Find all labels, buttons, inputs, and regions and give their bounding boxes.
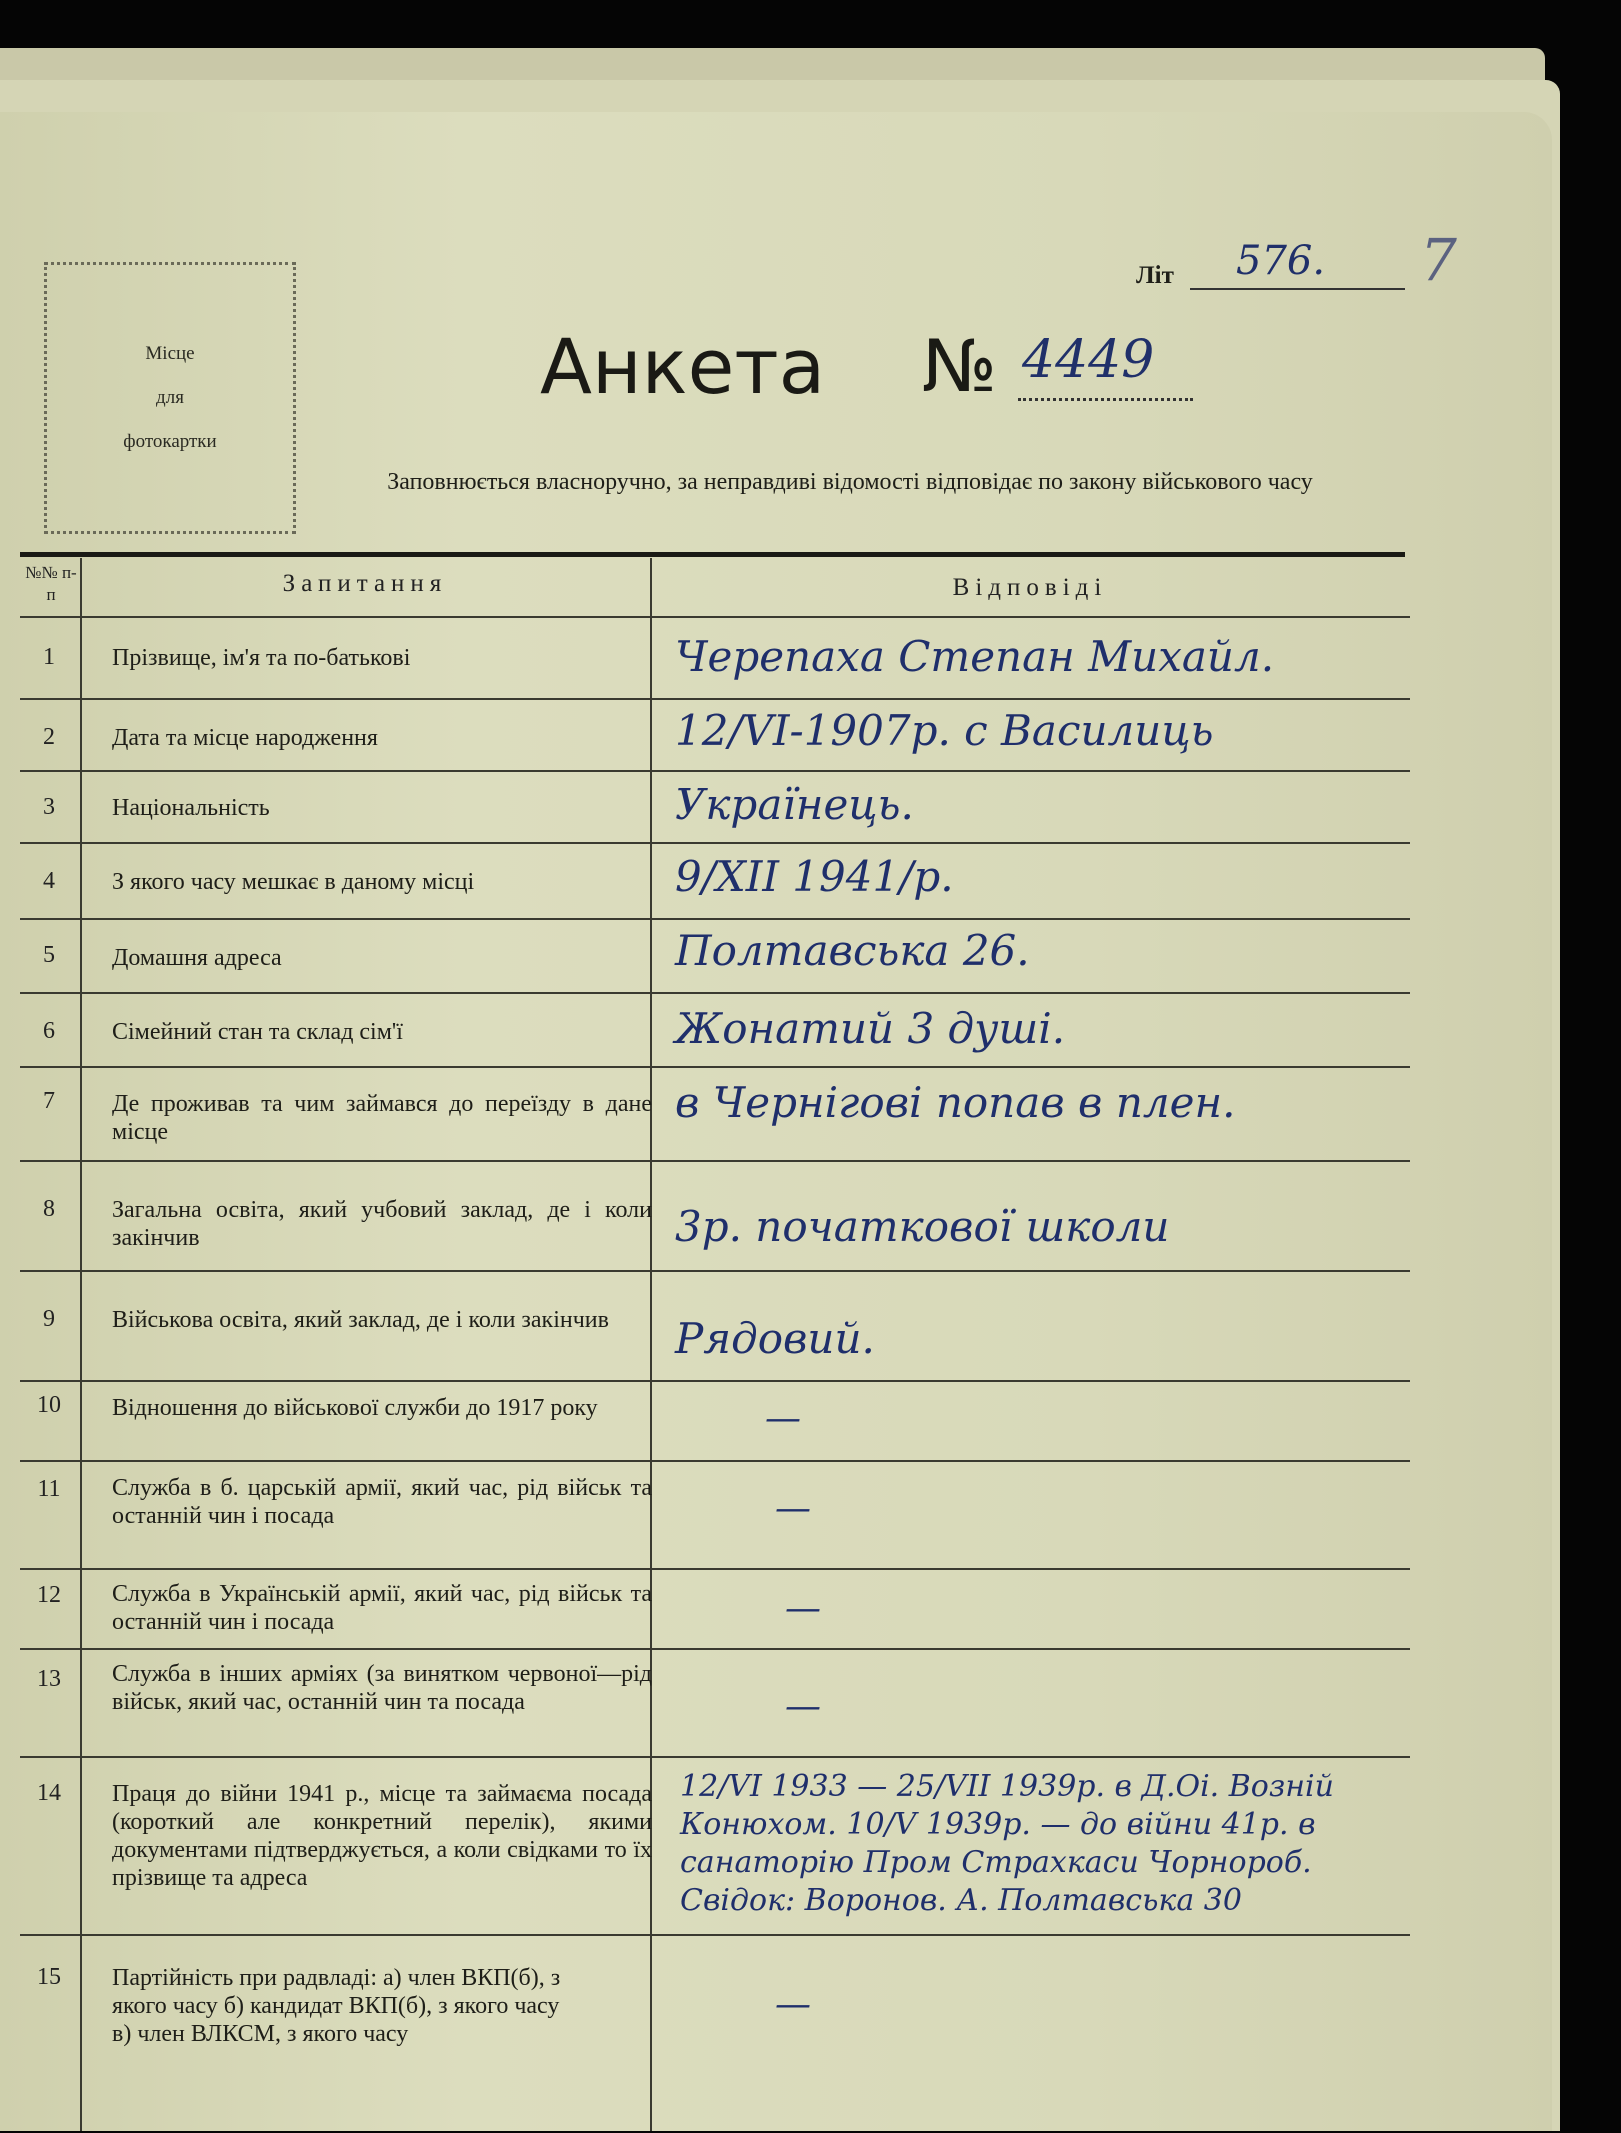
row-question: Служба в Українській армії, який час, рід військ та останній чин і посада <box>112 1581 652 1635</box>
row-question: Партійність при радвладі: а) член ВКП(б), з якого часу б) кандидат ВКП(б), з якого часу в) член ВЛКСМ, з якого часу <box>112 1965 561 2047</box>
row-answer[interactable]: в Чернігові попав в плен. <box>675 1078 1236 1127</box>
page-title: Анкета <box>540 322 826 411</box>
table-row <box>20 1648 1410 1758</box>
photo-placeholder <box>44 262 296 534</box>
row-answer[interactable]: Черепаха Степан Михайл. <box>675 632 1275 681</box>
row-answer[interactable]: 12/VI-1907р. с Василиць <box>675 706 1214 755</box>
row-answer[interactable]: 3р. початкової школи <box>675 1202 1170 1251</box>
row-answer[interactable]: — <box>775 1984 811 2025</box>
row-answer[interactable]: Рядовий. <box>675 1314 875 1363</box>
table-row <box>20 1460 1410 1570</box>
row-number: 5 <box>43 942 55 968</box>
header-rule <box>20 552 1405 557</box>
photo-label: Місце <box>145 343 195 364</box>
row-number: 14 <box>37 1780 61 1806</box>
table-row <box>20 992 1410 1068</box>
row-number: 2 <box>43 724 55 750</box>
row-question: Загальна освіта, який учбовий заклад, де і коли закінчив <box>112 1197 652 1251</box>
row-question: Сімейний стан та склад сім'ї <box>112 1019 403 1045</box>
lit-mark: 7 <box>1420 226 1457 294</box>
table-row <box>20 616 1410 700</box>
row-answer[interactable]: — <box>785 1686 821 1727</box>
row-answer[interactable]: — <box>765 1398 801 1439</box>
table-row <box>20 1756 1410 1936</box>
row-question: З якого часу мешкає в даному місці <box>112 869 475 895</box>
row-question: Праця до війни 1941 р., місце та займаєма посада (короткий але конкретний перелік), якими документами підтверджується, а коли свідками то їх прізвище та адреса <box>112 1781 652 1891</box>
row-answer[interactable]: 12/VI 1933 — 25/VII 1939р. в Д.Оі. Возній Конюхом. 10/V 1939р. — до війни 41р. в санаторію Пром Страхкаси Чорнороб. Свідок: Воронов. А. Полтавська 30 <box>680 1769 1334 1918</box>
table-row <box>20 698 1410 772</box>
row-number: 15 <box>37 1964 61 1990</box>
row-number: 11 <box>37 1476 61 1502</box>
number-sign: № <box>922 324 997 408</box>
row-number: 9 <box>43 1306 55 1332</box>
row-question: Відношення до військової служби до 1917 року <box>112 1395 598 1421</box>
lit-value: 576. <box>1236 238 1326 284</box>
row-question: Служба в інших арміях (за винятком червоної—рід військ, який час, останній чин та посада <box>112 1661 652 1715</box>
column-header-number: №№ п-п <box>25 563 77 604</box>
row-question: Національність <box>112 795 270 821</box>
subtitle: Заповнюється власноручно, за неправдиві відомості відповідає по закону військового часу <box>387 469 1313 495</box>
row-answer[interactable]: Полтавська 26. <box>675 926 1030 975</box>
table-row <box>20 842 1410 920</box>
table-row <box>20 1160 1410 1272</box>
row-number: 3 <box>43 794 55 820</box>
table-row <box>20 1934 1410 2133</box>
row-question: Служба в б. царській армії, який час, рід військ та останній чин і посада <box>112 1475 652 1529</box>
row-number: 10 <box>37 1392 61 1418</box>
row-number: 4 <box>43 868 55 894</box>
row-number: 12 <box>37 1582 61 1608</box>
table-row <box>20 770 1410 844</box>
form-number: 4449 <box>1022 330 1155 390</box>
row-answer[interactable]: Жонатий 3 душі. <box>675 1004 1066 1053</box>
lit-underline <box>1190 288 1405 290</box>
row-question: Військова освіта, який заклад, де і коли закінчив <box>112 1307 609 1333</box>
row-number: 1 <box>43 644 55 670</box>
column-header-answer: Відповіді <box>952 574 1108 601</box>
table-row <box>20 1380 1410 1462</box>
row-answer[interactable]: 9/XII 1941/р. <box>675 852 954 901</box>
row-number: 7 <box>43 1088 55 1114</box>
photo-label: для <box>156 387 184 408</box>
row-question: Домашня адреса <box>112 945 282 971</box>
row-question: Де проживав та чим займався до переїзду в дане місце <box>112 1091 652 1145</box>
table-row <box>20 1568 1410 1650</box>
row-answer[interactable]: — <box>785 1588 821 1629</box>
table-row <box>20 918 1410 994</box>
table-row <box>20 1270 1410 1382</box>
row-question: Дата та місце народження <box>112 725 378 751</box>
photo-label: фотокартки <box>123 431 217 452</box>
row-question: Прізвище, ім'я та по-батькові <box>112 645 411 671</box>
lit-label: Літ <box>1136 262 1174 289</box>
table-row <box>20 1066 1410 1162</box>
row-answer[interactable]: — <box>775 1488 811 1529</box>
column-header-question: Запитання <box>282 570 448 597</box>
row-number: 8 <box>43 1196 55 1222</box>
row-number: 13 <box>37 1666 61 1692</box>
row-number: 6 <box>43 1018 55 1044</box>
row-answer[interactable]: Українець. <box>675 780 914 829</box>
number-underline <box>1018 398 1193 401</box>
